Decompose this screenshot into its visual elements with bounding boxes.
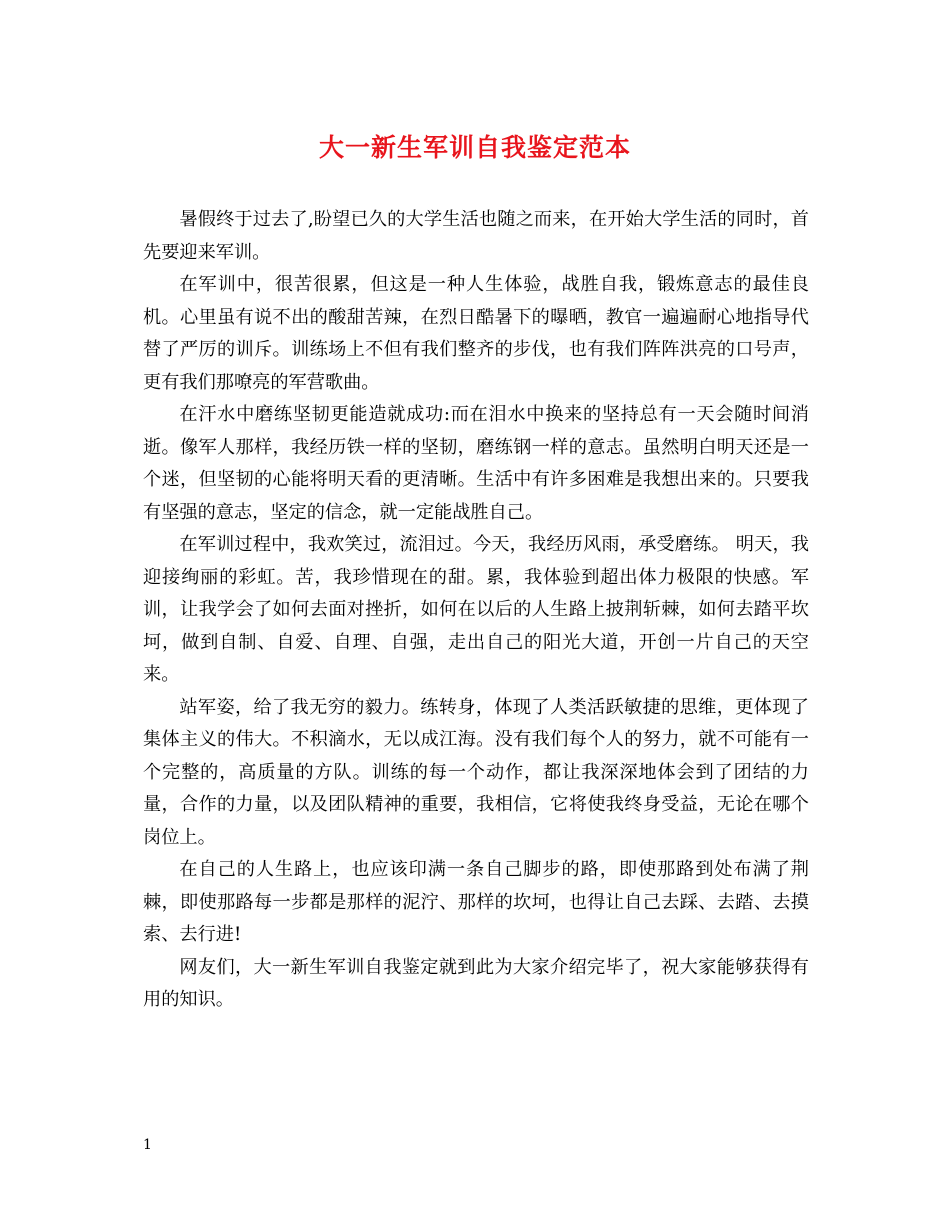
- paragraph-3: 在汗水中磨练坚韧更能造就成功:而在泪水中换来的坚持总有一天会随时间消逝。像军人那样，我经历铁一样的坚韧，磨练钢一样的意志。虽然明白明天还是一个迷，但坚韧的心能将明天看的更清晰。生活中有许多困难是我想出来的。只要我有坚强的意志，坚定的信念，就一定能战胜自己。: [143, 404, 809, 523]
- paragraph-4: 在军训过程中，我欢笑过，流泪过。今天，我经历风雨，承受磨练。 明天，我迎接绚丽的彩虹。苦，我珍惜现在的甜。累，我体验到超出体力极限的快感。军训，让我学会了如何去面对挫折，如何在以后的人生路上披荆斩棘，如何去踏平坎坷，做到自制、自爱、自理、自强，走出自己的阳光大道，开创一片自己的天空来。: [143, 534, 809, 685]
- paragraph-2: 在军训中，很苦很累，但这是一种人生体验，战胜自我，锻炼意志的最佳良机。心里虽有说不出的酸甜苦辣，在烈日酷暑下的曝晒，教官一遍遍耐心地指导代替了严厉的训斥。训练场上不但有我们整齐的步伐，也有我们阵阵洪亮的口号声，更有我们那嘹亮的军营歌曲。: [143, 274, 809, 393]
- paragraph-5: 站军姿，给了我无穷的毅力。练转身，体现了人类活跃敏捷的思维，更体现了集体主义的伟大。不积滴水，无以成江海。没有我们每个人的努力，就不可能有一个完整的，高质量的方队。训练的每一个动作，都让我深深地体会到了团结的力量，合作的力量，以及团队精神的重要，我相信，它将使我终身受益，无论在哪个岗位上。: [143, 696, 809, 848]
- paragraph-7: 网友们，大一新生军训自我鉴定就到此为大家介绍完毕了，祝大家能够获得有用的知识。: [143, 956, 809, 1010]
- document-title: 大一新生军训自我鉴定范本: [318, 133, 631, 162]
- page-number: 1: [143, 1137, 152, 1153]
- paragraph-1: 暑假终于过去了,盼望已久的大学生活也随之而来，在开始大学生活的同时，首先要迎来军训。: [143, 209, 809, 263]
- paragraph-6: 在自己的人生路上，也应该印满一条自己脚步的路，即使那路到处布满了荆棘，即使那路每一步都是那样的泥泞、那样的坎坷，也得让自己去踩、去踏、去摸索、去行进!: [143, 859, 809, 945]
- document-body: [143, 204, 809, 1017]
